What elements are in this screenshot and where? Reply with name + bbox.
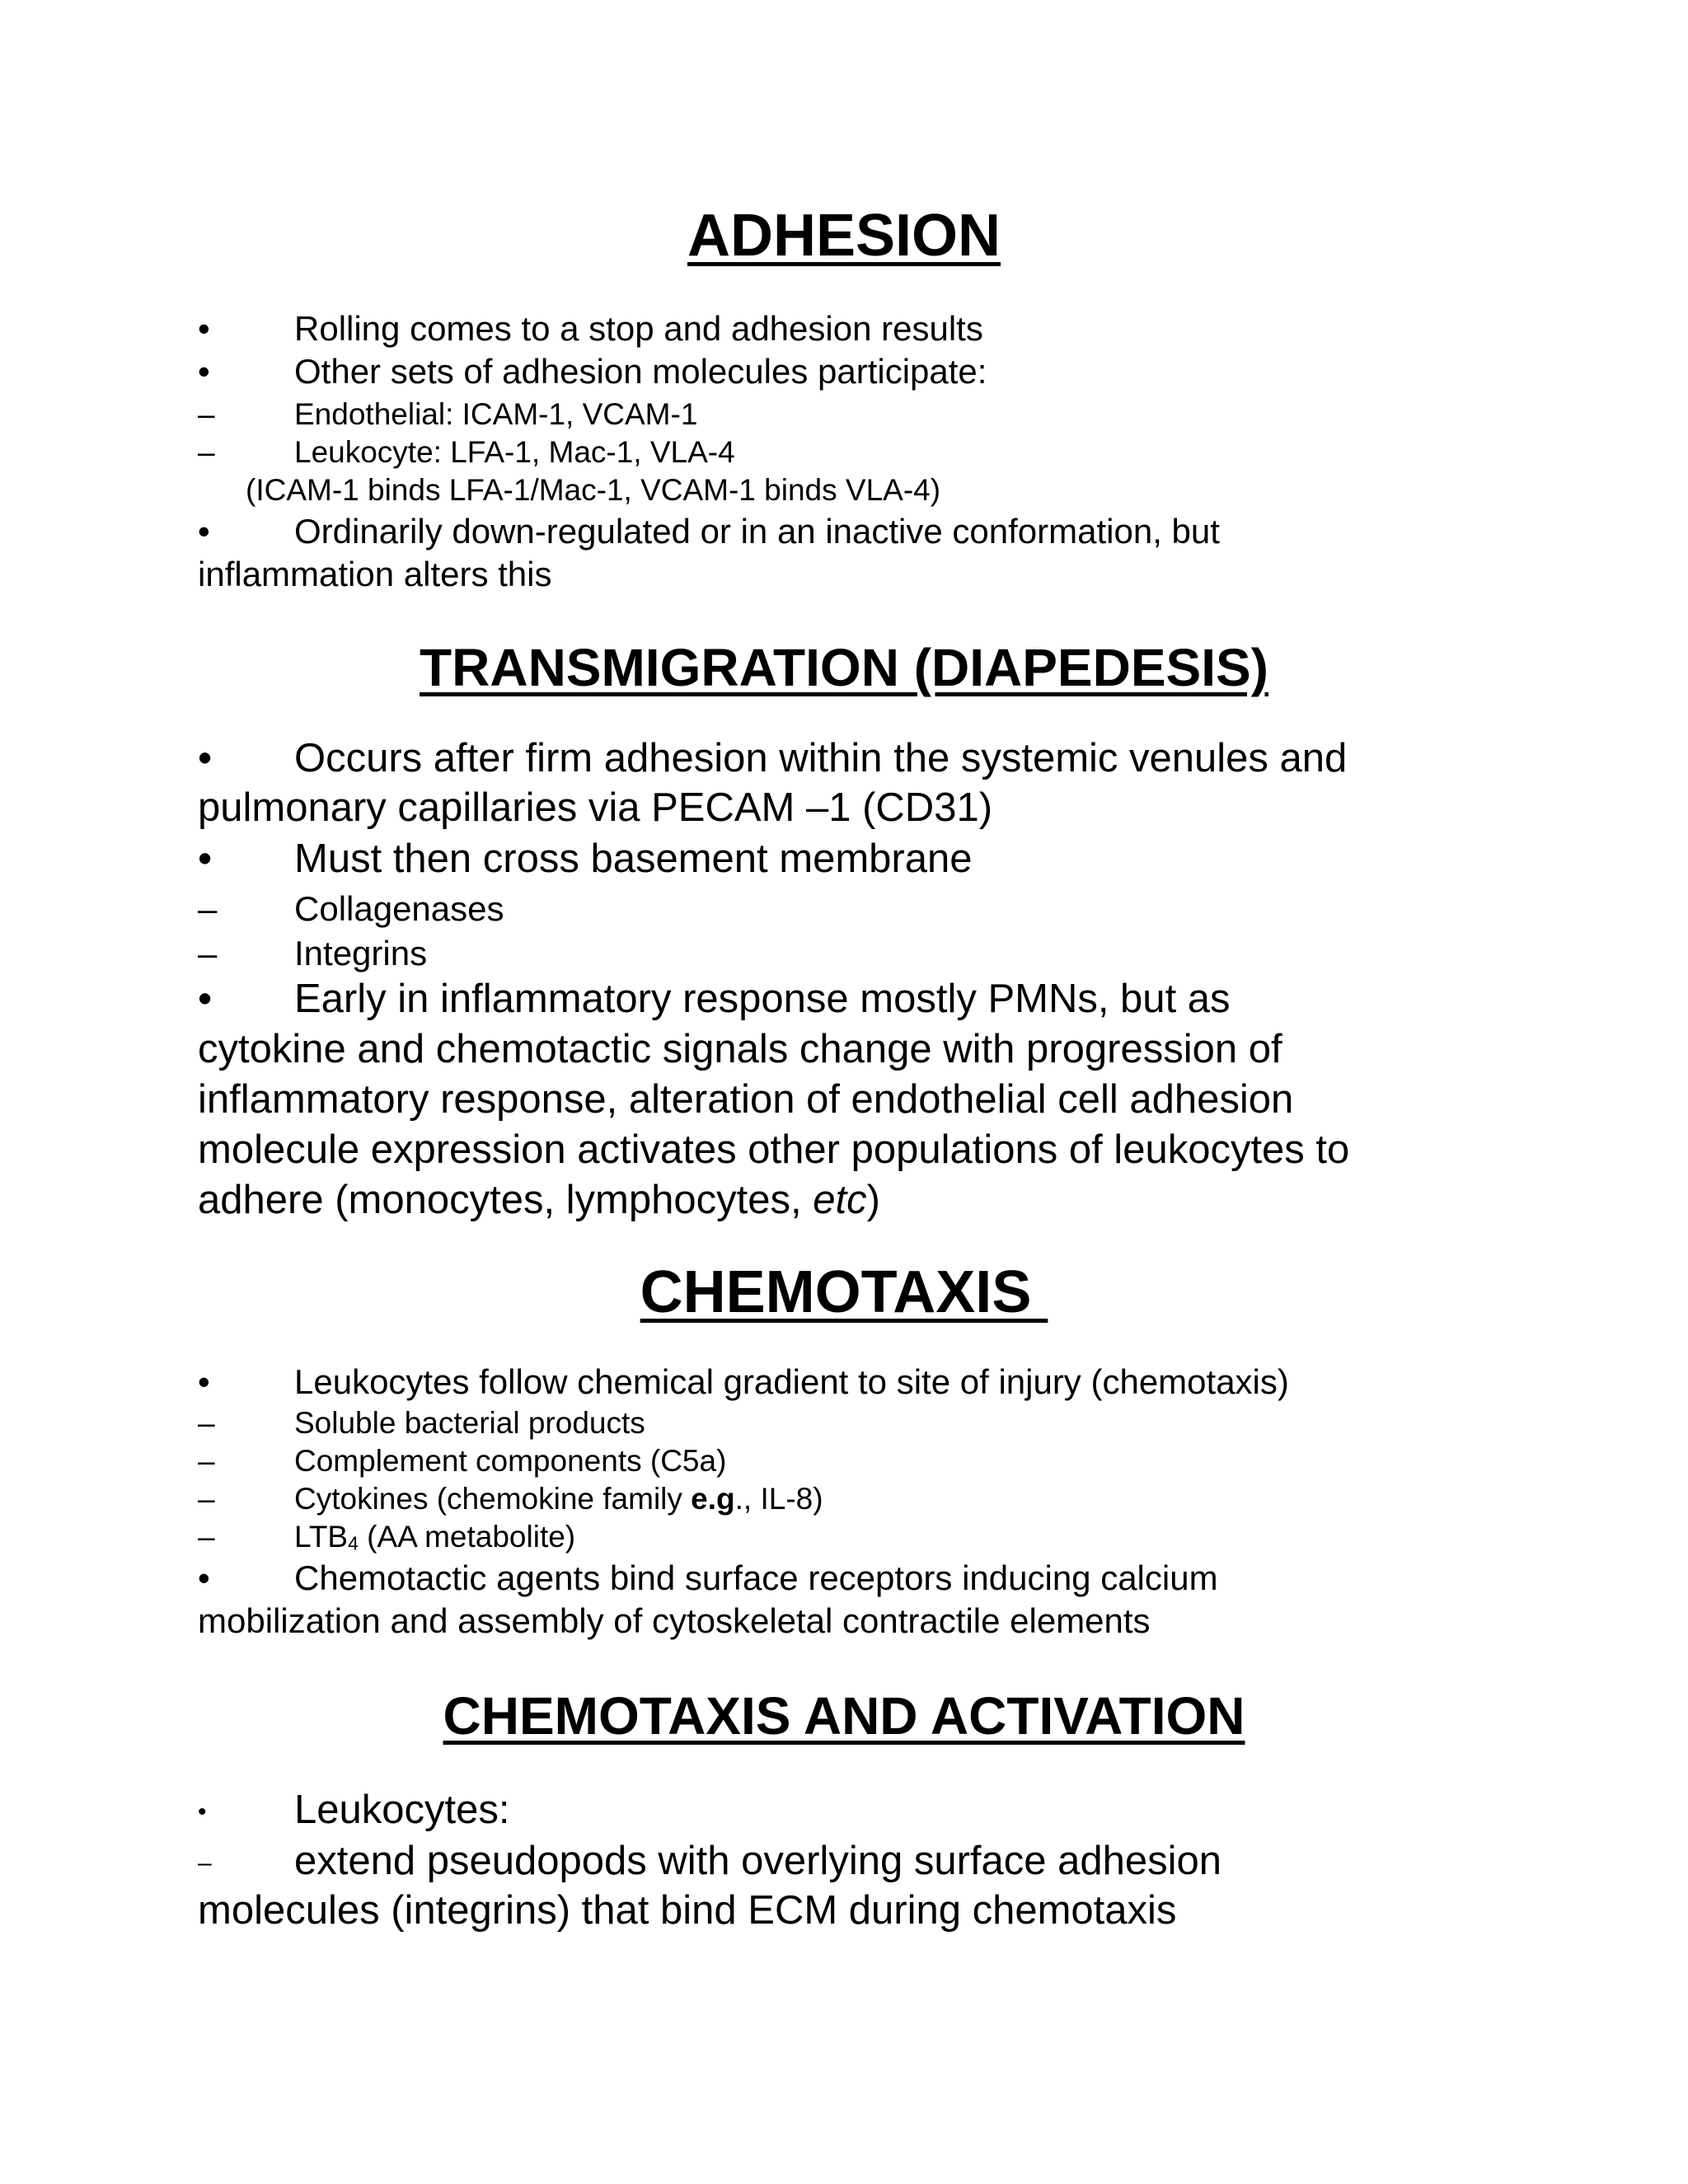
chemotaxis-sub-3: [294, 1483, 823, 1514]
adhesion-bullet-2: Other sets of adhesion molecules participate:: [294, 352, 987, 391]
bullet-marker: •: [198, 1362, 210, 1401]
line-text: ., IL-8): [734, 1482, 823, 1516]
bullet-marker: •: [198, 512, 210, 551]
bullet-marker: •: [198, 837, 213, 881]
adhesion-sub-2: Leukocyte: LFA-1, Mac-1, VLA-4: [294, 435, 735, 469]
bullet-marker: •: [198, 1798, 207, 1825]
subscript-text: 4: [348, 1532, 359, 1554]
chemotaxis-bullet-1: Leukocytes follow chemical gradient to site of injury (chemotaxis): [294, 1362, 1289, 1401]
adhesion-sub-1: Endothelial: ICAM-1, VCAM-1: [294, 397, 698, 431]
dash-marker: –: [198, 397, 215, 431]
transmigration-bullet-2: Must then cross basement membrane: [294, 837, 973, 881]
heading-adhesion: ADHESION: [687, 203, 1001, 269]
bullet-marker: •: [198, 352, 210, 391]
dash-marker: –: [198, 1849, 212, 1877]
adhesion-bullet-3-line-2: inflammation alters this: [198, 555, 552, 593]
chemotaxis-sub-1: Soluble bacterial products: [294, 1406, 645, 1440]
dash-marker: –: [198, 1444, 215, 1478]
bullet-marker: •: [198, 736, 213, 780]
dash-marker: –: [198, 889, 218, 928]
heading-chemotaxis-activation: CHEMOTAXIS AND ACTIVATION: [443, 1686, 1245, 1746]
adhesion-bullet-3-line-1: Ordinarily down-regulated or in an inactive conformation, but: [294, 512, 1220, 551]
activation-bullet-1: Leukocytes:: [294, 1788, 510, 1832]
dash-marker: –: [198, 1482, 215, 1516]
activation-sub-1-line-2: molecules (integrins) that bind ECM during chemotaxis: [198, 1888, 1177, 1933]
chemotaxis-sub-2: Complement components (C5a): [294, 1444, 727, 1478]
bullet-marker: •: [198, 1558, 210, 1597]
line-text: ): [866, 1178, 880, 1222]
line-text: (AA metabolite): [358, 1520, 576, 1554]
line-text: Cytokines (chemokine family: [294, 1482, 692, 1516]
transmigration-bullet-3-line-3: inflammatory response, alteration of endothelial cell adhesion: [198, 1077, 1294, 1122]
activation-sub-1-line-1: extend pseudopods with overlying surface adhesion: [294, 1839, 1222, 1883]
chemotaxis-sub-4: [294, 1521, 575, 1553]
transmigration-bullet-1-line-1: Occurs after firm adhesion within the systemic venules and: [294, 736, 1348, 780]
transmigration-sub-2: Integrins: [294, 934, 428, 972]
adhesion-bullet-1: Rolling comes to a stop and adhesion results: [294, 309, 983, 348]
dash-marker: –: [198, 435, 215, 469]
bullet-marker: •: [198, 977, 213, 1021]
transmigration-bullet-3-line-5: [198, 1180, 880, 1221]
italic-text: etc: [813, 1178, 867, 1222]
transmigration-bullet-3-line-4: molecule expression activates other populations of leukocytes to: [198, 1127, 1350, 1172]
chemotaxis-bullet-2-line-2: mobilization and assembly of cytoskeletal contractile elements: [198, 1601, 1151, 1640]
line-text: LTB: [294, 1520, 349, 1554]
transmigration-bullet-3-line-2: cytokine and chemotactic signals change with progression of: [198, 1027, 1282, 1071]
dash-marker: –: [198, 1406, 215, 1440]
chemotaxis-bullet-2-line-1: Chemotactic agents bind surface receptors inducing calcium: [294, 1558, 1218, 1597]
heading-chemotaxis: CHEMOTAXIS: [640, 1259, 1048, 1325]
adhesion-note: (ICAM-1 binds LFA-1/Mac-1, VCAM-1 binds VLA-4): [246, 473, 941, 507]
transmigration-bullet-1-line-2: pulmonary capillaries via PECAM –1 (CD31): [198, 785, 993, 830]
bold-text: e.g: [691, 1482, 735, 1516]
transmigration-sub-1: Collagenases: [294, 889, 504, 928]
transmigration-bullet-3-line-1: Early in inflammatory response mostly PMNs, but as: [294, 977, 1231, 1021]
dash-marker: –: [198, 1520, 215, 1554]
heading-transmigration: TRANSMIGRATION (DIAPEDESIS): [420, 638, 1268, 697]
bullet-marker: •: [198, 309, 210, 348]
line-text: adhere (monocytes, lymphocytes,: [198, 1178, 814, 1222]
dash-marker: –: [198, 934, 218, 972]
